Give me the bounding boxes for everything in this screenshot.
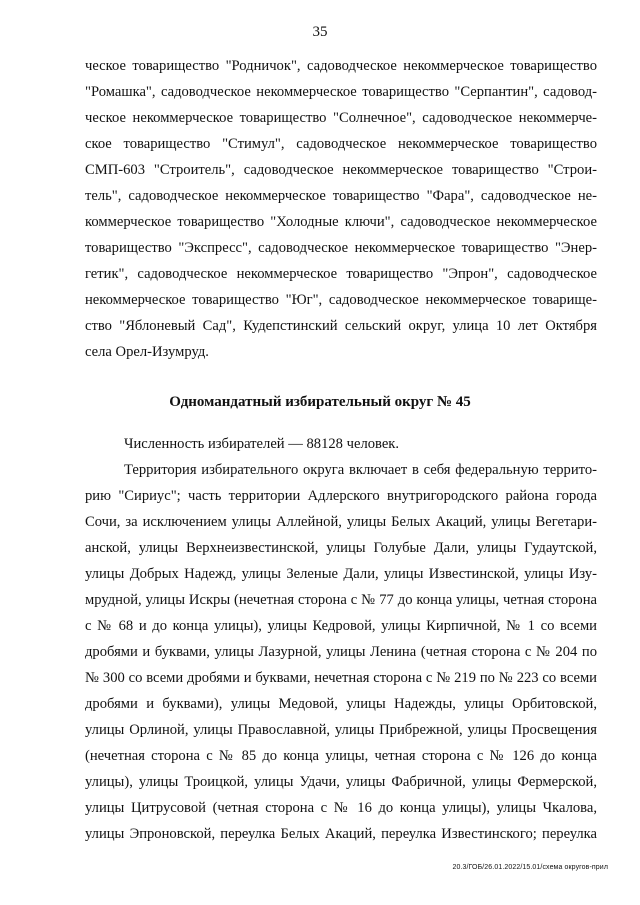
paragraph-line: некоммерческое товарищество "Юг", садоводческое некоммерческое товарище- — [85, 292, 597, 308]
paragraph-line: рию "Сириус"; часть территории Адлерского внутригородского района города — [85, 488, 597, 504]
paragraph-line: товарищество "Экспресс", садоводческое некоммерческое товарищество "Энер- — [85, 240, 597, 256]
page-number: 35 — [312, 24, 328, 40]
paragraph-line: СМП-603 "Строитель", садоводческое некоммерческое товарищество "Строи- — [85, 162, 597, 178]
paragraph-line: ское товарищество "Стимул", садоводческое некоммерческое товарищество — [85, 136, 597, 152]
paragraph-line: Сочи, за исключением улицы Аллейной, улицы Белых Акаций, улицы Вегетари- — [85, 514, 597, 530]
paragraph-line: ство "Яблоневый Сад", Кудепстинский сельский округ, улица 10 лет Октября — [85, 318, 597, 334]
paragraph-line: гетик", садоводческое некоммерческое товарищество "Эпрон", садоводческое — [85, 266, 597, 282]
section-heading: Одномандатный избирательный округ № 45 — [169, 394, 471, 410]
paragraph-line: села Орел-Изумруд. — [85, 344, 209, 360]
paragraph-line: тель", садоводческое некоммерческое товарищество "Фара", садоводческое не- — [85, 188, 597, 204]
paragraph-line: улицы Орлиной, улицы Православной, улицы Прибрежной, улицы Просвещения — [85, 722, 597, 738]
paragraph-line: анской, улицы Верхнеизвестинской, улицы Голубые Дали, улицы Гудаутской, — [85, 540, 597, 556]
paragraph-line: улицы Цитрусовой (четная сторона с № 16 до конца улицы), улицы Чкалова, — [85, 800, 597, 816]
paragraph-line: коммерческое товарищество "Холодные ключи", садоводческое некоммерческое — [85, 214, 597, 230]
paragraph-line: улицы), улицы Троицкой, улицы Удачи, улицы Фабричной, улицы Фермерской, — [85, 774, 597, 790]
paragraph-line: ческое некоммерческое товарищество "Солнечное", садоводческое некоммерче- — [85, 110, 597, 126]
paragraph-line: ческое товарищество "Родничок", садоводческое некоммерческое товарищество — [85, 58, 597, 74]
voters-count-line: Численность избирателей — 88128 человек. — [124, 436, 400, 452]
paragraph-line: (нечетная сторона с № 85 до конца улицы, четная сторона с № 126 до конца — [85, 748, 597, 764]
paragraph-line: улицы Добрых Надежд, улицы Зеленые Дали, улицы Известинской, улицы Изу- — [85, 566, 597, 582]
paragraph-line: Территория избирательного округа включает в себя федеральную террито- — [124, 462, 597, 478]
footer-document-code: 20.3/ГОБ/26.01.2022/15.01/схема округов-прил — [452, 864, 608, 871]
paragraph-line: с № 68 и до конца улицы), улицы Кедровой, улицы Кирпичной, № 1 со всеми — [85, 618, 597, 634]
paragraph-line: "Ромашка", садоводческое некоммерческое товарищество "Серпантин", садовод- — [85, 84, 597, 100]
paragraph-line: № 300 со всеми дробями и буквами, нечетная сторона с № 219 по № 223 со всеми — [85, 670, 597, 686]
paragraph-line: мрудной, улицы Искры (нечетная сторона с № 77 до конца улицы, четная сторона — [85, 592, 597, 608]
paragraph-line: улицы Эпроновской, переулка Белых Акаций, переулка Известинского; переулка — [85, 826, 597, 842]
paragraph-line: дробями и буквами), улицы Медовой, улицы Надежды, улицы Орбитовской, — [85, 696, 597, 712]
paragraph-line: дробями и буквами, улицы Лазурной, улицы Ленина (четная сторона с № 204 по — [85, 644, 597, 660]
